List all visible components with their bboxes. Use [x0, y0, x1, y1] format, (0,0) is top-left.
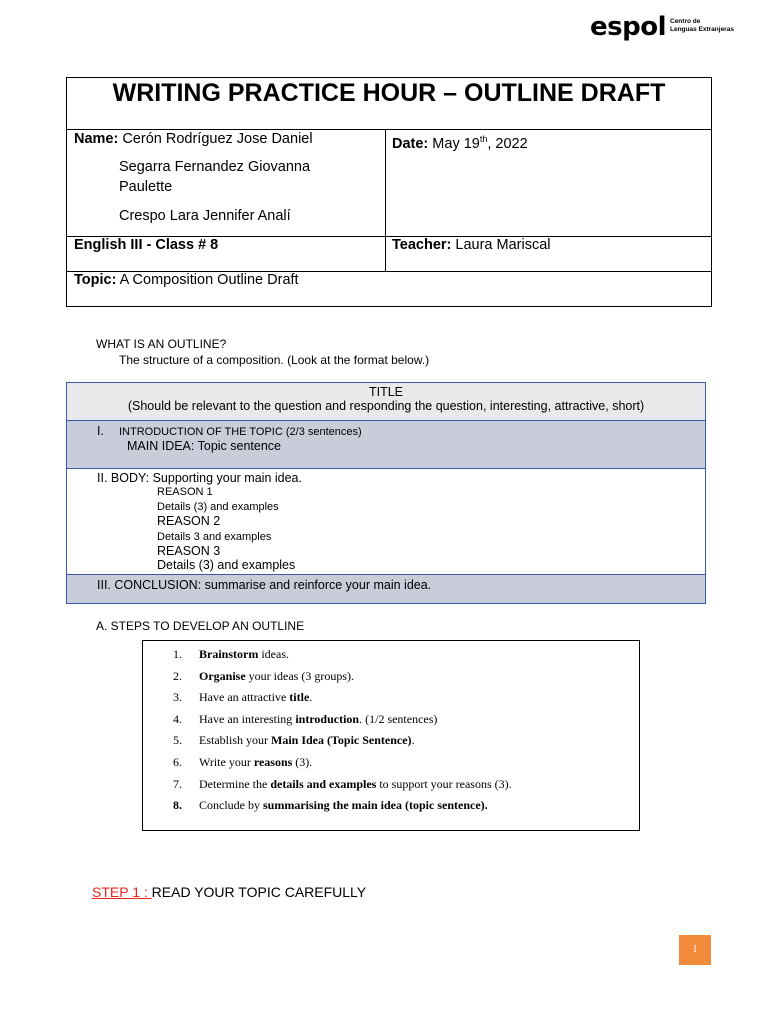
name-2: Segarra Fernandez Giovanna: [119, 159, 311, 175]
outline-format-box: [66, 382, 706, 604]
outline-title-band: TITLE (Should be relevant to the question and responding the question, interesting, attractive, short): [67, 383, 705, 421]
topic-field: Topic: A Composition Outline Draft: [74, 272, 299, 288]
class-field: English III - Class # 8: [74, 237, 219, 253]
name-field: Name: Cerón Rodríguez Jose Daniel: [74, 131, 313, 147]
page-number: 1: [679, 935, 711, 965]
date-field: Date: May 19th, 2022: [392, 134, 528, 152]
document-title: WRITING PRACTICE HOUR – OUTLINE DRAFT: [67, 78, 711, 130]
outline-question: WHAT IS AN OUTLINE?: [96, 337, 227, 351]
list-item: 1. Brainstorm ideas.: [173, 647, 289, 661]
name-3: Crespo Lara Jennifer Analí: [119, 208, 291, 224]
logo-subtitle: Centro de Lenguas Extranjeras: [670, 18, 734, 33]
list-item: 8. Conclude by summarising the main idea (topic sentence).: [173, 798, 488, 812]
list-item: 7. Determine the details and examples to support your reasons (3).: [173, 777, 512, 791]
list-item: 5. Establish your Main Idea (Topic Sentence).: [173, 733, 415, 747]
outline-intro-band: I. INTRODUCTION OF THE TOPIC (2/3 sentences) MAIN IDEA: Topic sentence: [67, 421, 705, 469]
logo-mark: espol: [590, 12, 666, 42]
steps-list: [142, 640, 640, 831]
list-item: 4. Have an interesting introduction. (1/2 sentences): [173, 712, 438, 726]
list-item: 3. Have an attractive title.: [173, 690, 313, 704]
outline-answer: The structure of a composition. (Look at the format below.): [119, 353, 430, 367]
teacher-field: Teacher: Laura Mariscal: [392, 237, 551, 253]
steps-heading: A. STEPS TO DEVELOP AN OUTLINE: [96, 619, 305, 633]
list-item: 2. Organise your ideas (3 groups).: [173, 669, 354, 683]
espol-logo: [590, 12, 750, 42]
outline-conclusion-band: III. CONCLUSION: summarise and reinforce your main idea.: [67, 575, 705, 603]
list-item: 6. Write your reasons (3).: [173, 755, 313, 769]
outline-body-band: II. BODY: Supporting your main idea. REASON 1 Details (3) and examples REASON 2 Details 3 and examples REASON 3 Details (3) and examples: [67, 469, 705, 575]
step1-heading: STEP 1 : READ YOUR TOPIC CAREFULLY: [92, 884, 367, 900]
header-table: [66, 77, 712, 307]
name-2-cont: Paulette: [119, 179, 173, 195]
